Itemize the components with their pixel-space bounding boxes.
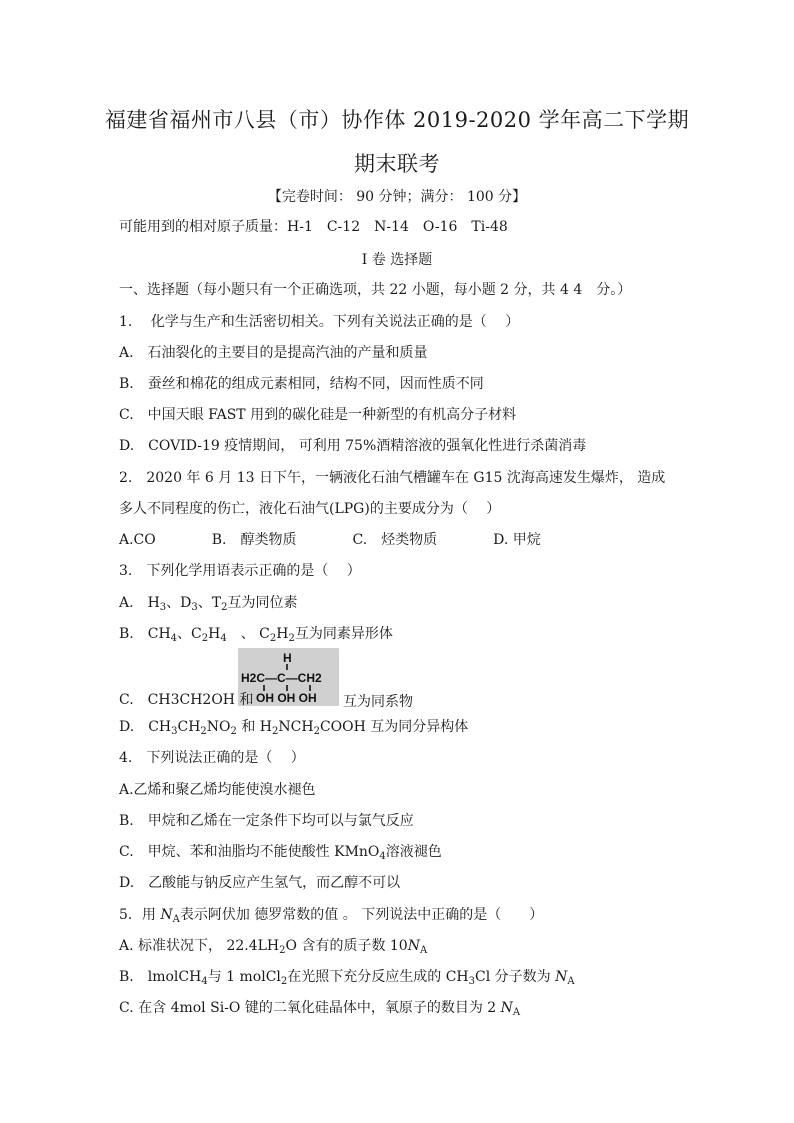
q5-a-part1: A. 标准状况下， 22.4LH <box>119 938 280 954</box>
atomic-mass-list: 可能用到的相对原子质量：H-1 C-12 N-14 O-16 Ti-48 <box>119 219 508 235</box>
q5-b-part3: 在光照下充分反应生成的 CH <box>287 969 469 985</box>
q3-b-label: B. <box>119 626 134 642</box>
section-heading: I 卷 选择题 <box>361 252 433 268</box>
q3-d-part2: CH <box>177 719 201 735</box>
q3-d-label: D. <box>119 719 135 735</box>
q3-b-part2: 、C <box>177 626 202 642</box>
q4-option-a: A.乙烯和聚乙烯均能使溴水褪色 <box>119 782 316 798</box>
q3-a-part2: 、D <box>166 595 192 611</box>
q5-option-a: A. 标准状况下， $22.4LH_2O$ 含有的质子数 $10N_A$ <box>119 938 428 956</box>
q3-b-part3: H <box>208 626 221 642</box>
q5-b-part1: B. lmolCH <box>119 969 202 985</box>
q3-b-part5: H <box>276 626 289 642</box>
q1-option-c: C. 中国天眼 FAST 用到的碳化硅是一种新型的有机高分子材料 <box>119 407 517 423</box>
q5-b-part2: 与 1 molCl <box>207 969 281 985</box>
q3-a-part1: H <box>147 595 160 611</box>
avogadro-symbol: N <box>500 1000 513 1016</box>
molecule-hydroxyls: OH OH OH <box>256 691 317 705</box>
q3-b-part6: 互为同素异形体 <box>294 626 393 642</box>
q3-option-d: D. $CH_3CH_2NO_2$ 和 $H_2NCH_2COOH$ 互为同分异构体 <box>119 719 469 737</box>
q1-stem: 1. 化学与生产和生活密切相关。下列有关说法正确的是（ ） <box>119 314 520 330</box>
q1-option-b: B. 蚕丝和棉花的组成元素相同，结构不同，因而性质不同 <box>119 376 484 392</box>
q2-options: A.CO B. 醇类物质 C. 烃类物质 D. 甲烷 <box>119 532 541 548</box>
q3-a-part3: 、T <box>197 595 222 611</box>
q3-d-part1: CH <box>148 719 172 735</box>
q5-b-part4: Cl 分子数为 <box>475 969 551 985</box>
avogadro-sub: A <box>419 945 428 956</box>
exam-title-line1: 福建省福州市八县（市）协作体 2019-2020 学年高二下学期 <box>104 108 690 132</box>
q4-option-b: B. 甲烷和乙烯在一定条件下均可以与氯气反应 <box>119 813 414 829</box>
molecule-top-h: H <box>283 651 292 665</box>
q3-a-label: A. <box>119 595 134 611</box>
q3-option-c: C. CH3CH2OH 和 <box>119 692 254 708</box>
exam-title-line2: 期末联考 <box>354 152 440 176</box>
q5-stem-part1: 5．用 <box>119 907 156 923</box>
q3-d-part3: NO <box>206 719 231 735</box>
avogadro-sub: A <box>172 914 180 925</box>
q5-stem <box>119 906 543 924</box>
q3-d-part4: 和 H <box>241 719 273 735</box>
q3-b-part4: 、 C <box>226 626 270 642</box>
q3-stem: 3. 下列化学用语表示正确的是（ ） <box>119 563 361 579</box>
q3-d-part5: NCH <box>278 719 314 735</box>
q2-stem-line1: 2. 2020 年 6 月 13 日下午，一辆液化石油气槽罐车在 G15 沈海高速发生爆炸， 造成 <box>119 470 666 486</box>
q5-option-c <box>119 999 520 1017</box>
exam-info: 【完卷时间： 90 分钟；满分： 100 分】 <box>267 189 527 205</box>
q3-b-part1: CH <box>147 626 171 642</box>
q4-option-c: C. 甲烷、苯和油脂均不能使酸性 KMnO$_4$溶液褪色 <box>119 844 442 862</box>
q1-option-d: D. COVID-19 疫情期间， 可利用 75%酒精溶液的强氧化性进行杀菌消毒 <box>119 438 587 454</box>
q3-option-c-suffix: 互为同系物 <box>343 694 413 710</box>
q3-option-a: A. $H_3$、$D_3$、$T_2$互为同位素 <box>119 595 298 613</box>
avogadro-sub: A <box>512 1007 521 1018</box>
q3-a-part4: 互为同位素 <box>227 595 298 611</box>
avogadro-symbol: N <box>407 938 420 954</box>
avogadro-symbol: N <box>555 969 568 985</box>
molecule-backbone: H2C—C—CH2 <box>241 671 322 685</box>
avogadro-sub: A <box>567 976 575 987</box>
q5-a-part2: O 含有的质子数 10 <box>285 938 408 954</box>
q5-option-b: B. lmolCH$_4$与 1 molCl$_2$在光照下充分反应生成的 $CH_3Cl$ 分子数为 $N_A$ <box>119 969 575 987</box>
avogadro-symbol: N <box>160 907 173 923</box>
q2-stem-line2: 多人不同程度的伤亡，液化石油气(LPG)的主要成分为（ ） <box>119 501 501 517</box>
instructions: 一、选择题（每小题只有一个正确选项，共 22 小题，每小题 2 分，共 4 4 分。） <box>119 282 632 298</box>
q4-option-d: D. 乙酸能与钠反应产生氢气，而乙醇不可以 <box>119 875 401 891</box>
q4-c-part1: C. 甲烷、苯和油脂均不能使酸性 KMnO <box>119 844 380 860</box>
q4-c-part2: 溶液褪色 <box>385 844 442 860</box>
q5-c-part1: C. 在含 4mol Si-O 键的二氧化硅晶体中，氧原子的数目为 2 <box>119 1000 497 1016</box>
q3-option-b: B. $CH_4$、$C_2H_4$ 、 $C_2H_2$互为同素异形体 <box>119 626 393 644</box>
q4-stem: 4. 下列说法正确的是（ ） <box>119 750 305 766</box>
q3-d-part6: COOH 互为同分异构体 <box>319 719 469 735</box>
q1-option-a: A. 石油裂化的主要目的是提高汽油的产量和质量 <box>119 345 428 361</box>
q5-stem-part2: 表示阿伏加 德罗常数的值 。 下列说法中正确的是（ ） <box>179 907 544 923</box>
